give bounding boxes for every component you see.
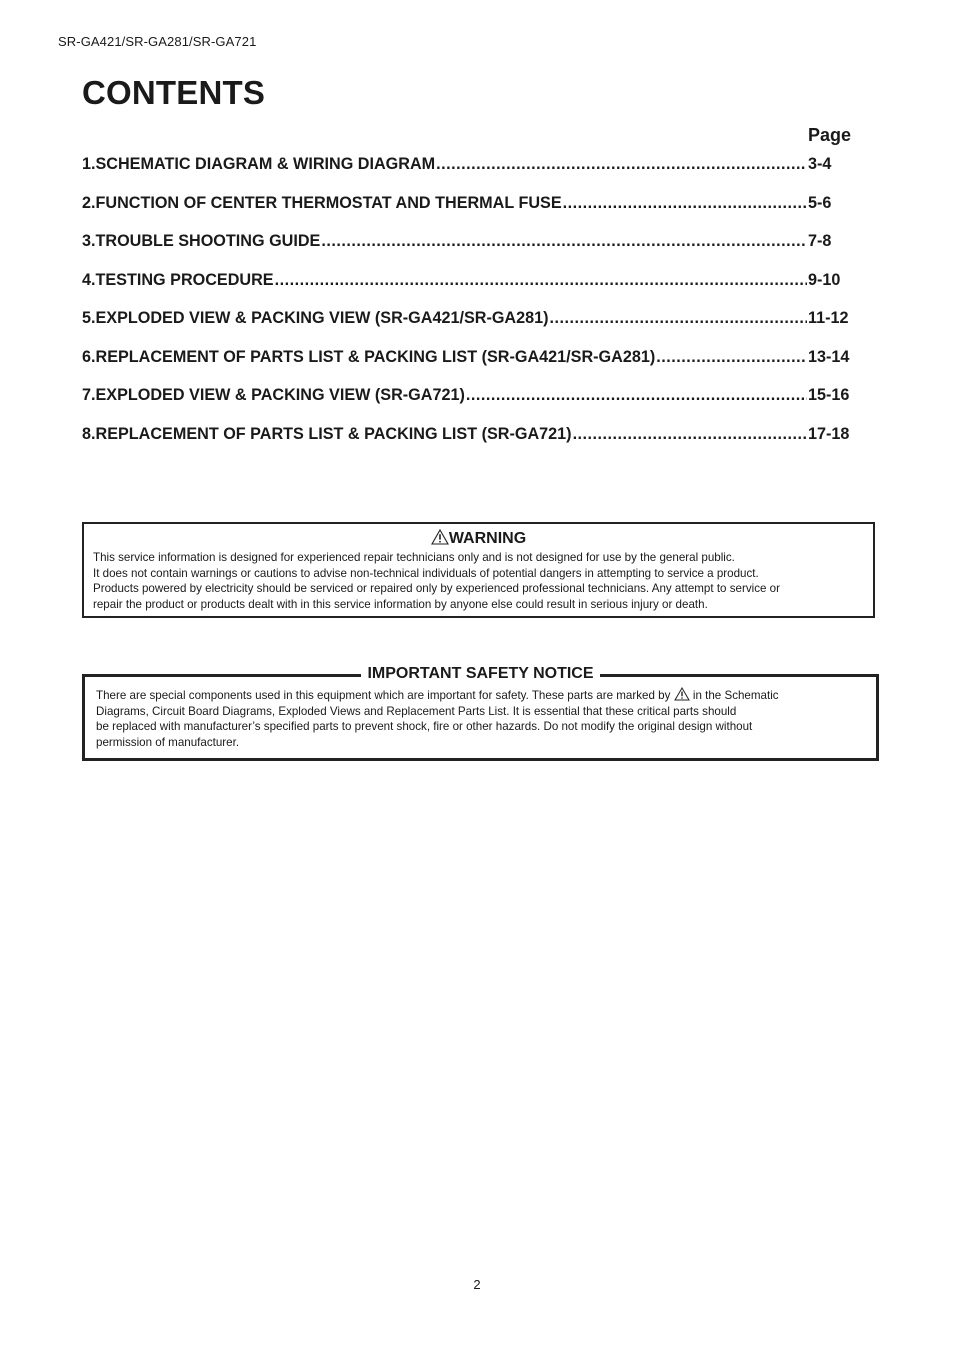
safety-notice-heading: IMPORTANT SAFETY NOTICE: [361, 664, 599, 684]
toc-entry-pages: 7-8: [808, 232, 832, 250]
toc-entry-title: 6.REPLACEMENT OF PARTS LIST & PACKING LIST (SR-GA421/SR-GA281): [82, 347, 656, 366]
toc-entry-pages: 15-16: [808, 386, 850, 404]
toc-entry[interactable]: [82, 155, 854, 194]
page-title: CONTENTS: [82, 74, 266, 111]
toc-dot-leader: [321, 232, 807, 251]
safety-notice-line: Diagrams, Circuit Board Diagrams, Exploded Views and Replacement Parts List. It is essential that these critical parts should: [96, 704, 737, 718]
warning-triangle-icon: [674, 687, 690, 701]
toc-entry-pages: 13-14: [808, 347, 850, 366]
toc-entry[interactable]: [82, 348, 854, 387]
toc-entry-title: 8.REPLACEMENT OF PARTS LIST & PACKING LIST (SR-GA721): [82, 424, 572, 443]
toc-entry-title: 4.TESTING PROCEDURE: [82, 270, 274, 289]
warning-heading-text: WARNING: [448, 530, 527, 547]
toc-dot-leader: [550, 309, 807, 328]
toc-entry-title: 5.EXPLODED VIEW & PACKING VIEW (SR-GA421/SR-GA281): [82, 309, 549, 327]
toc-dot-leader: [275, 271, 807, 290]
safety-notice-line: permission of manufacturer.: [96, 735, 240, 749]
safety-notice-line: [96, 687, 867, 704]
warning-triangle-icon: [431, 529, 449, 545]
warning-line: It does not contain warnings or cautions to advise non-technical individuals of potential dangers in attempting to service a product.: [93, 566, 759, 580]
safety-notice-box: [82, 665, 879, 761]
toc-dot-leader: [563, 194, 807, 213]
toc-entry-pages: 5-6: [808, 193, 832, 212]
toc-entry[interactable]: [82, 309, 854, 348]
safety-notice-heading-wrap: [85, 664, 876, 684]
toc-entry-pages: 17-18: [808, 424, 850, 443]
toc-entry-pages: 11-12: [808, 309, 849, 327]
page-column-label: Page: [808, 125, 852, 145]
toc-dot-leader: [436, 155, 807, 174]
safety-notice-line: be replaced with manufacturer’s specified parts to prevent shock, fire or other hazards. Do not modify the original design without: [96, 720, 753, 734]
toc-entry[interactable]: [82, 232, 854, 271]
warning-heading: [93, 529, 864, 548]
safety-notice-line-part: There are special components used in this equipment which are important for safety. These parts are marked by: [96, 689, 671, 702]
warning-text: [93, 550, 864, 612]
toc-entry[interactable]: [82, 271, 854, 310]
toc-dot-leader: [573, 425, 807, 444]
safety-notice-text: [96, 687, 867, 750]
toc-entry-title: 2.FUNCTION OF CENTER THERMOSTAT AND THERMAL FUSE: [82, 193, 562, 212]
model-numbers-header: SR-GA421/SR-GA281/SR-GA721: [58, 34, 257, 49]
toc-dot-leader: [466, 386, 807, 405]
toc-entry[interactable]: [82, 194, 854, 233]
toc-entry-pages: 9-10: [808, 270, 841, 289]
table-of-contents: [82, 155, 854, 463]
page-number: 2: [473, 1277, 481, 1292]
safety-notice-line-part: in the Schematic: [692, 689, 779, 702]
toc-entry-title: 3.TROUBLE SHOOTING GUIDE: [82, 232, 321, 250]
toc-entry-pages: 3-4: [808, 155, 832, 173]
warning-line: Products powered by electricity should be serviced or repaired only by experienced professional technicians. Any attempt to service or: [93, 582, 780, 596]
warning-line: repair the product or products dealt with in this service information by anyone else could result in serious injury or death.: [93, 597, 708, 611]
toc-entry[interactable]: [82, 386, 854, 425]
toc-entry-title: 1.SCHEMATIC DIAGRAM & WIRING DIAGRAM: [82, 155, 436, 173]
toc-entry-title: 7.EXPLODED VIEW & PACKING VIEW (SR-GA721): [82, 386, 465, 404]
toc-dot-leader: [656, 348, 807, 367]
warning-line: This service information is designed for experienced repair technicians only and is not designed for use by the general public.: [93, 551, 735, 564]
warning-box: [82, 522, 875, 618]
toc-entry[interactable]: [82, 425, 854, 464]
